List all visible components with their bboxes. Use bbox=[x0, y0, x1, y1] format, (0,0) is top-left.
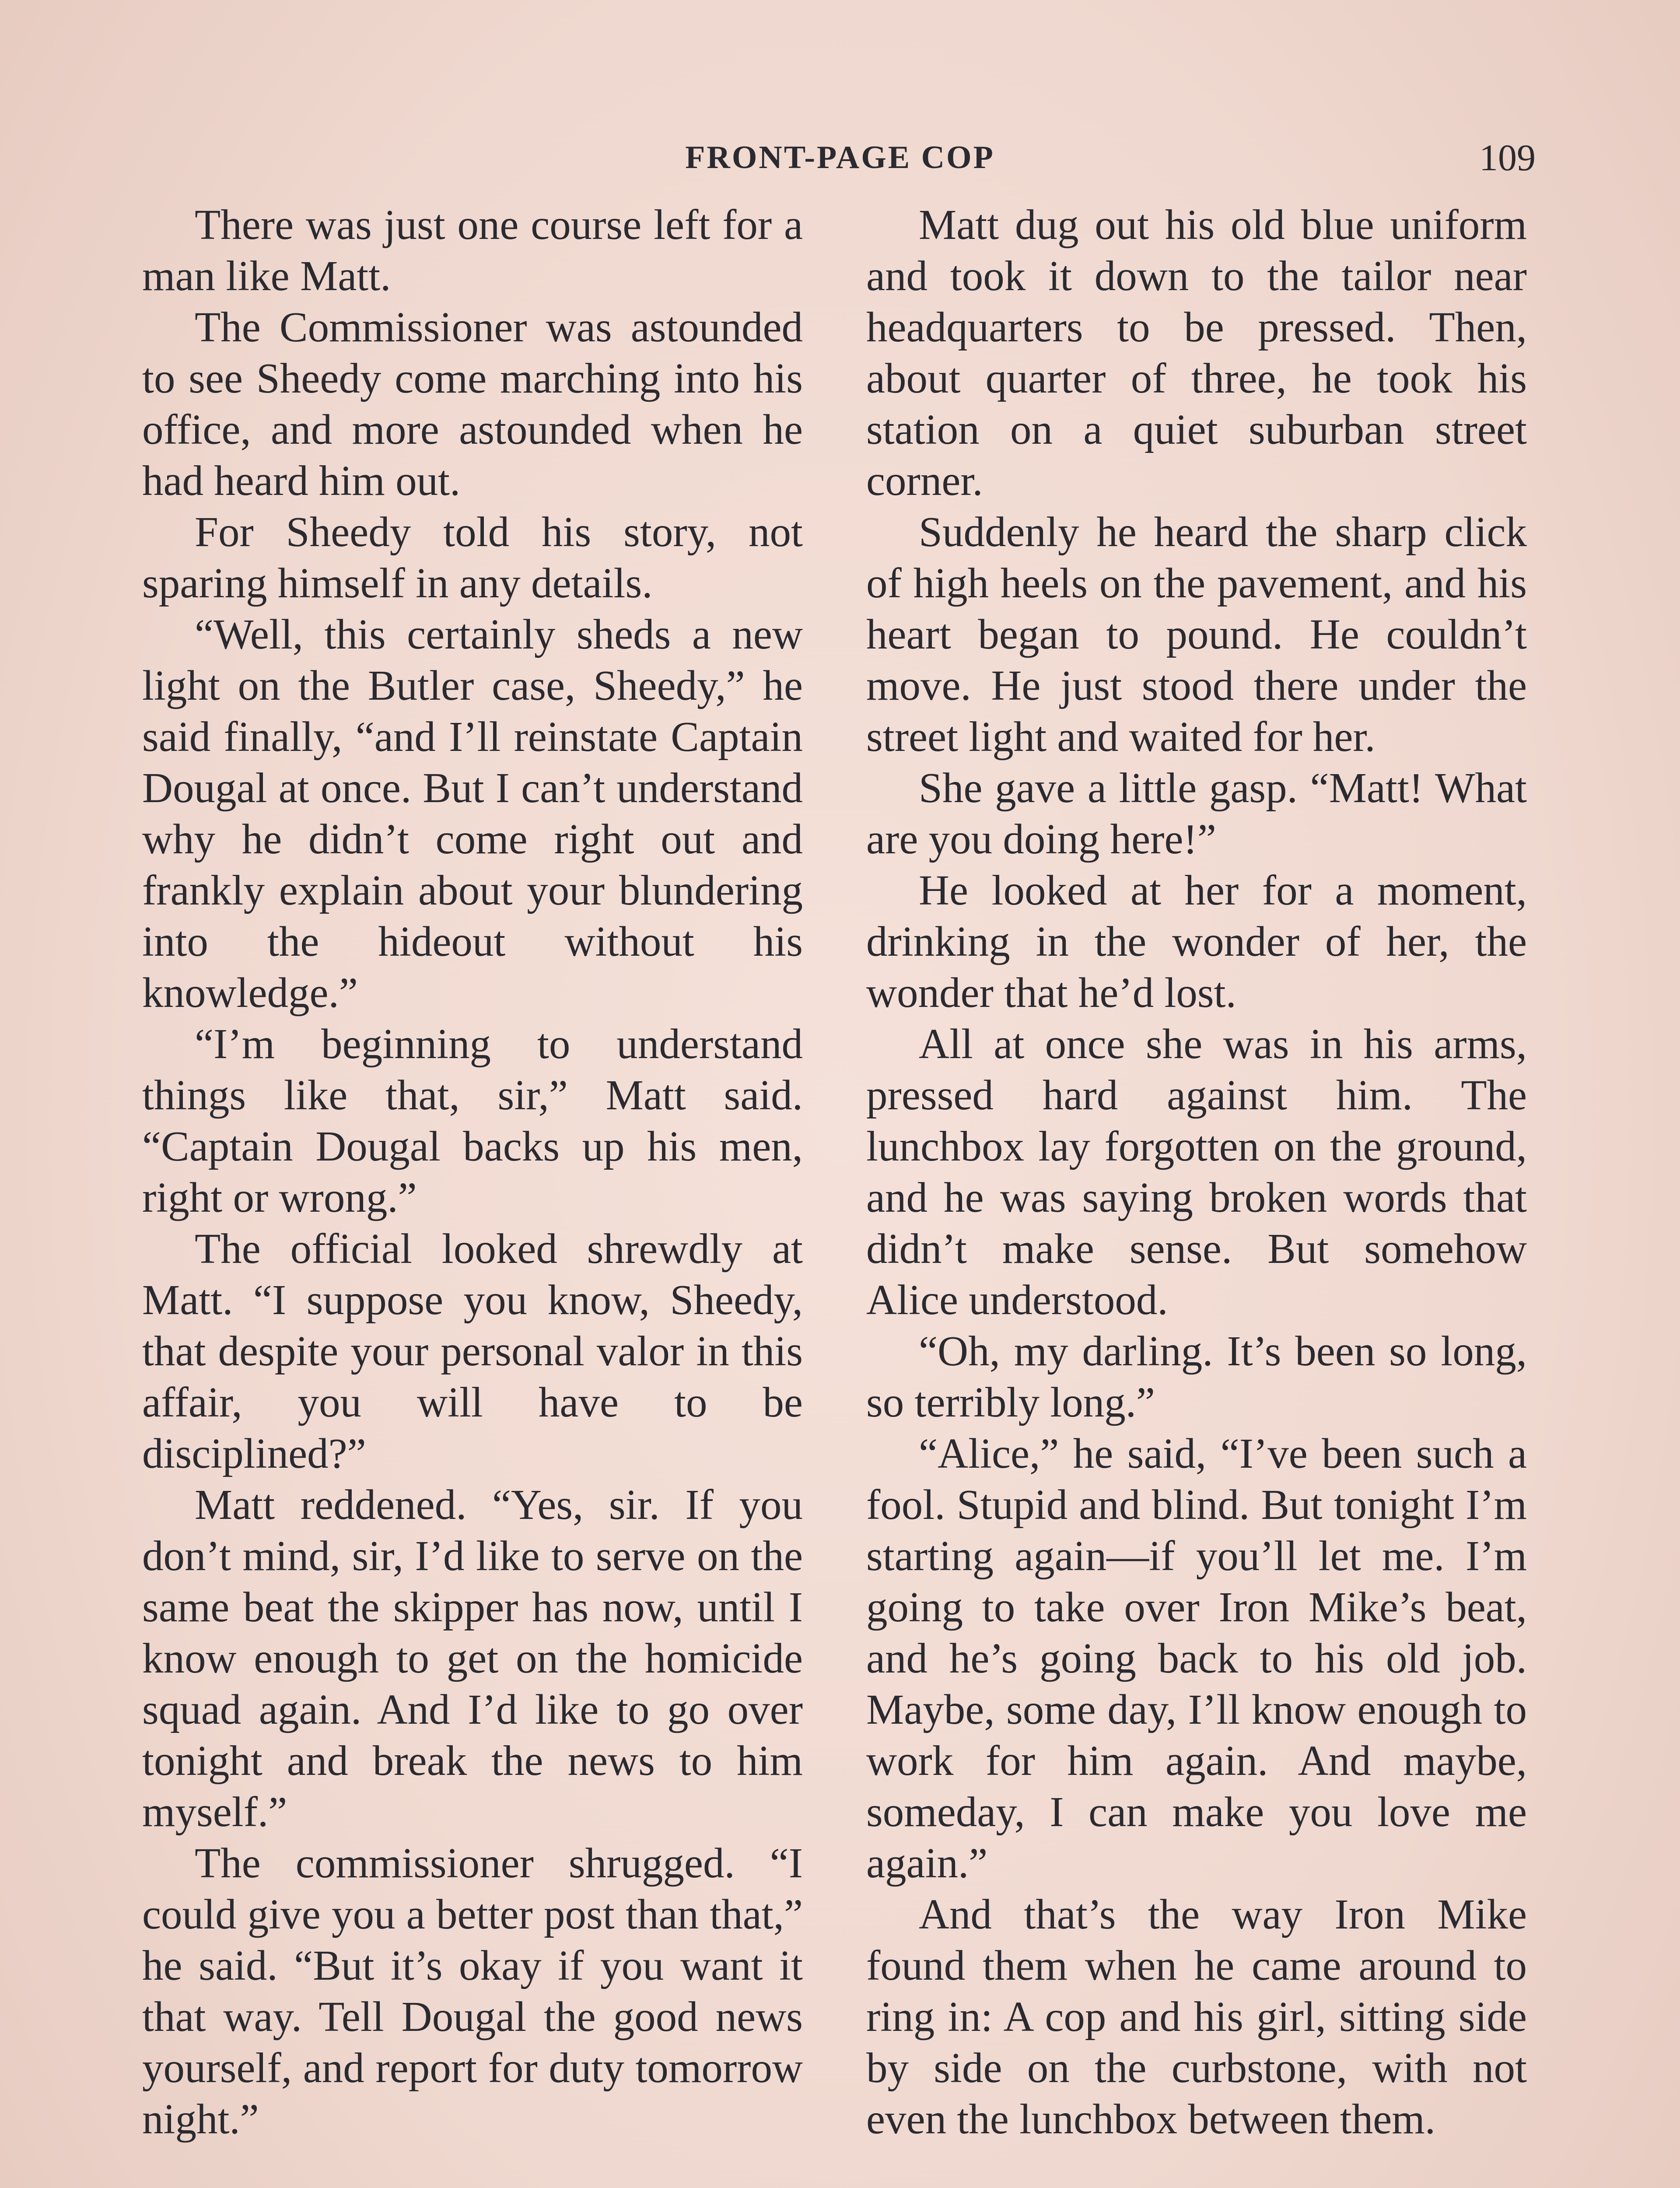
right-column bbox=[866, 199, 1527, 2145]
paragraph: All at once she was in his arms, pressed hard against him. The lunchbox lay forgotten on the ground, and he was saying broken words that didn’t make sense. But somehow Alice understood. bbox=[866, 1020, 1527, 1323]
paragraph: She gave a little gasp. “Matt! What are you doing here!” bbox=[866, 764, 1527, 863]
paragraph: The commissioner shrugged. “I could give you a better post than that,” he said. “But it’s okay if you want it that way. Tell Dougal the good news yourself, and report for duty tomorrow night.” bbox=[142, 1840, 803, 2142]
paragraph: There was just one course left for a man like Matt. bbox=[142, 201, 803, 299]
paragraph: “Alice,” he said, “I’ve been such a fool. Stupid and blind. But tonight I’m starting again—if you’ll let me. I’m going to take over Iron Mike’s beat, and he’s going back to his old job. Maybe, some day, I’ll know enough to work for him again. And maybe, someday, I can make you love me again.” bbox=[866, 1430, 1527, 1886]
paragraph: Suddenly he heard the sharp click of high heels on the pavement, and his heart began to pound. He couldn’t move. He just stood there under the street light and waited for her. bbox=[866, 508, 1527, 760]
paragraph: And that’s the way Iron Mike found them when he came around to ring in: A cop and his girl, sitting side by side on the curbstone, with not even the lunchbox between them. bbox=[866, 1891, 1527, 2142]
paragraph: He looked at her for a moment, drinking in the wonder of her, the wonder that he’d lost. bbox=[866, 867, 1527, 1016]
paragraph: Matt reddened. “Yes, sir. If you don’t mind, sir, I’d like to serve on the same beat the skipper has now, until I know enough to get on the homicide squad again. And I’d like to go over tonight and break the news to him myself.” bbox=[142, 1481, 803, 1835]
page-number: 109 bbox=[1479, 137, 1536, 179]
paragraph: The Commissioner was astounded to see Sheedy come marching into his office, and more astounded when he had heard him out. bbox=[142, 304, 803, 504]
paragraph: “I’m beginning to understand things like that, sir,” Matt said. “Captain Dougal backs up his men, right or wrong.” bbox=[142, 1020, 803, 1221]
running-head: FRONT-PAGE COP bbox=[685, 140, 995, 175]
paragraph: For Sheedy told his story, not sparing himself in any details. bbox=[142, 508, 803, 607]
paragraph: The official looked shrewdly at Matt. “I suppose you know, Sheedy, that despite your personal valor in this affair, you will have to be disciplined?” bbox=[142, 1225, 803, 1477]
paragraph: “Oh, my darling. It’s been so long, so terribly long.” bbox=[866, 1328, 1527, 1426]
paragraph: “Well, this certainly sheds a new light on the Butler case, Sheedy,” he said finally, “and I’ll reinstate Captain Dougal at once. But I can’t understand why he didn’t come right out and frankly explain about your blundering into the hideout without his knowledge.” bbox=[142, 611, 803, 1016]
left-column bbox=[142, 199, 803, 2145]
page-header bbox=[0, 131, 1680, 184]
paragraph: Matt dug out his old blue uniform and took it down to the tailor near headquarters to be pressed. Then, about quarter of three, he took his station on a quiet suburban street corner. bbox=[866, 201, 1527, 504]
